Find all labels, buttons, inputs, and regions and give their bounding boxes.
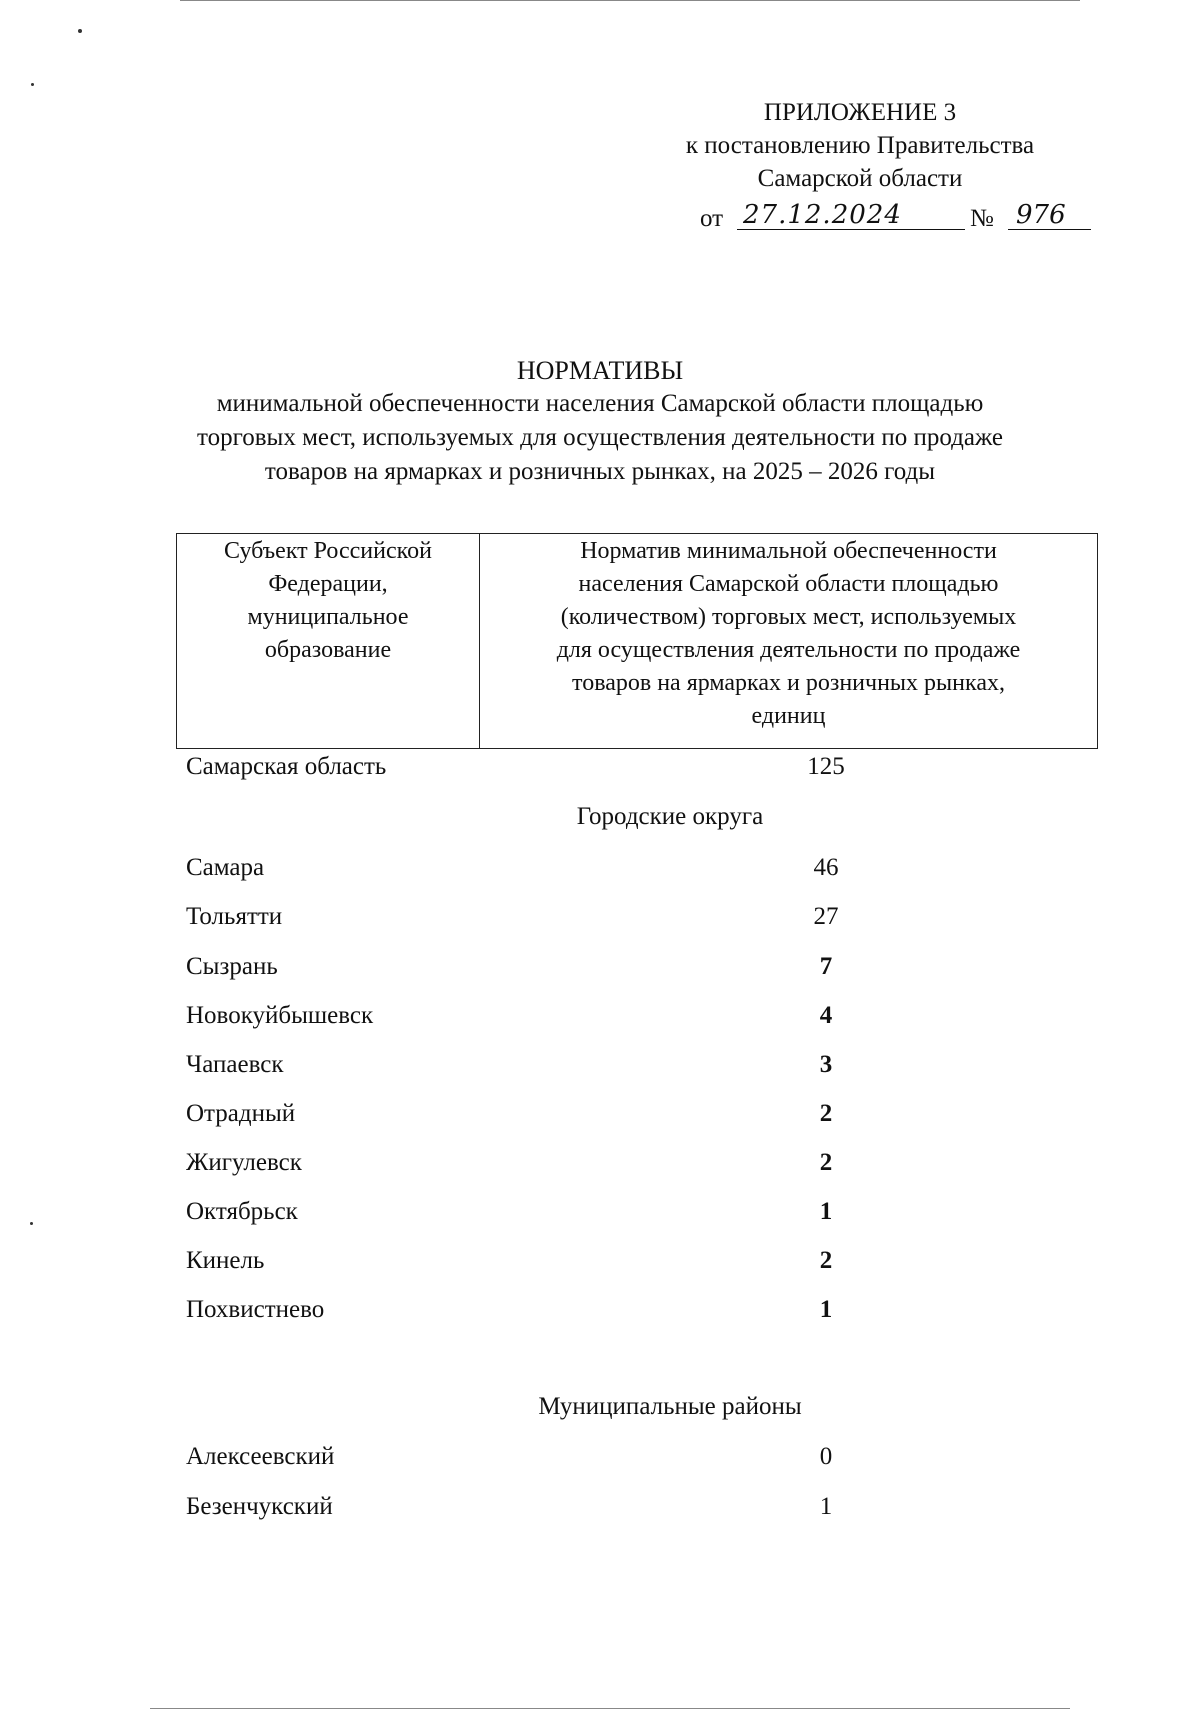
row-value: 46 <box>813 854 839 881</box>
table-row-region <box>186 750 1086 784</box>
row-name: Похвистнево <box>186 1296 325 1323</box>
scan-edge-bottom <box>150 1708 1070 1709</box>
section-title-districts: Муниципальные районы <box>538 1393 802 1420</box>
row-name: Жигулевск <box>186 1149 302 1176</box>
row-value: 1 <box>819 1296 833 1323</box>
scan-speck <box>31 83 34 86</box>
table-row <box>186 1048 1086 1082</box>
row-name: Чапаевск <box>186 1051 284 1078</box>
appendix-line-1: к постановлению Правительства <box>685 132 1035 159</box>
row-name: Тольятти <box>186 903 283 930</box>
table-row <box>186 851 1086 885</box>
row-value: 3 <box>819 1051 833 1078</box>
row-name: Безенчукский <box>186 1493 333 1520</box>
row-value: 2 <box>819 1100 833 1127</box>
header-col2-line: для осуществления деятельности по продаже <box>556 637 1021 663</box>
header-col-norm <box>480 534 1097 749</box>
row-name: Новокуйбышевск <box>186 1002 374 1029</box>
appendix-line-2: Самарской области <box>757 165 963 192</box>
table-row <box>186 1440 1086 1474</box>
table-row <box>186 1146 1086 1180</box>
row-value: 2 <box>819 1247 833 1274</box>
header-col1-line: муниципальное <box>247 604 409 630</box>
row-name: Сызрань <box>186 953 278 980</box>
subtitle-line-2: торговых мест, используемых для осуществления деятельности по продаже <box>196 424 1004 451</box>
row-name: Алексеевский <box>186 1443 335 1470</box>
table-row <box>186 1490 1086 1524</box>
row-value: 1 <box>819 1493 833 1520</box>
table-row <box>186 1097 1086 1131</box>
table-row <box>186 1195 1086 1229</box>
handwritten-number: 976 <box>1008 200 1091 230</box>
table-row <box>186 999 1086 1033</box>
row-value: 0 <box>819 1443 833 1470</box>
table-row <box>186 900 1086 934</box>
row-value: 125 <box>807 753 845 780</box>
scan-speck <box>30 1222 33 1225</box>
row-value: 4 <box>819 1002 833 1029</box>
header-col-entity <box>177 534 480 748</box>
row-name: Кинель <box>186 1247 265 1274</box>
header-col1-line: Федерации, <box>268 571 388 597</box>
scan-speck <box>78 29 82 33</box>
row-value: 7 <box>819 953 833 980</box>
scan-edge-top <box>180 0 1080 1</box>
date-number-line <box>700 200 1100 236</box>
subtitle-line-1: минимальной обеспеченности населения Самарской области площадью <box>216 390 984 417</box>
header-col2-line: (количеством) торговых мест, используемых <box>560 604 1017 630</box>
header-col2-line: единиц <box>751 703 826 729</box>
header-col2-line: Норматив минимальной обеспеченности <box>580 538 997 564</box>
row-value: 1 <box>819 1198 833 1225</box>
table-row <box>186 950 1086 984</box>
row-name: Самарская область <box>186 753 387 780</box>
table-row <box>186 1293 1086 1327</box>
row-value: 2 <box>819 1149 833 1176</box>
table-row <box>186 1244 1086 1278</box>
header-col2-line: товаров на ярмарках и розничных рынках, <box>572 670 1005 696</box>
subtitle-line-3: товаров на ярмарках и розничных рынках, на 2025 – 2026 годы <box>264 458 936 485</box>
document-subtitle <box>180 387 1020 489</box>
row-value: 27 <box>813 903 839 930</box>
header-col1-line: образование <box>264 637 392 663</box>
appendix-block <box>620 96 1100 195</box>
section-title-urban: Городские округа <box>576 803 764 830</box>
row-name: Самара <box>186 854 265 881</box>
appendix-title: ПРИЛОЖЕНИЕ 3 <box>763 99 957 126</box>
date-label: от <box>700 205 724 232</box>
row-name: Отрадный <box>186 1100 296 1127</box>
header-col2-line: населения Самарской области площадью <box>578 571 999 597</box>
document-title: НОРМАТИВЫ <box>516 356 684 385</box>
table-header <box>176 533 1098 749</box>
handwritten-date: 27.12.2024 <box>737 200 965 230</box>
number-label: № <box>970 205 994 232</box>
row-name: Октябрьск <box>186 1198 298 1225</box>
header-col1-line: Субъект Российской <box>224 538 432 564</box>
